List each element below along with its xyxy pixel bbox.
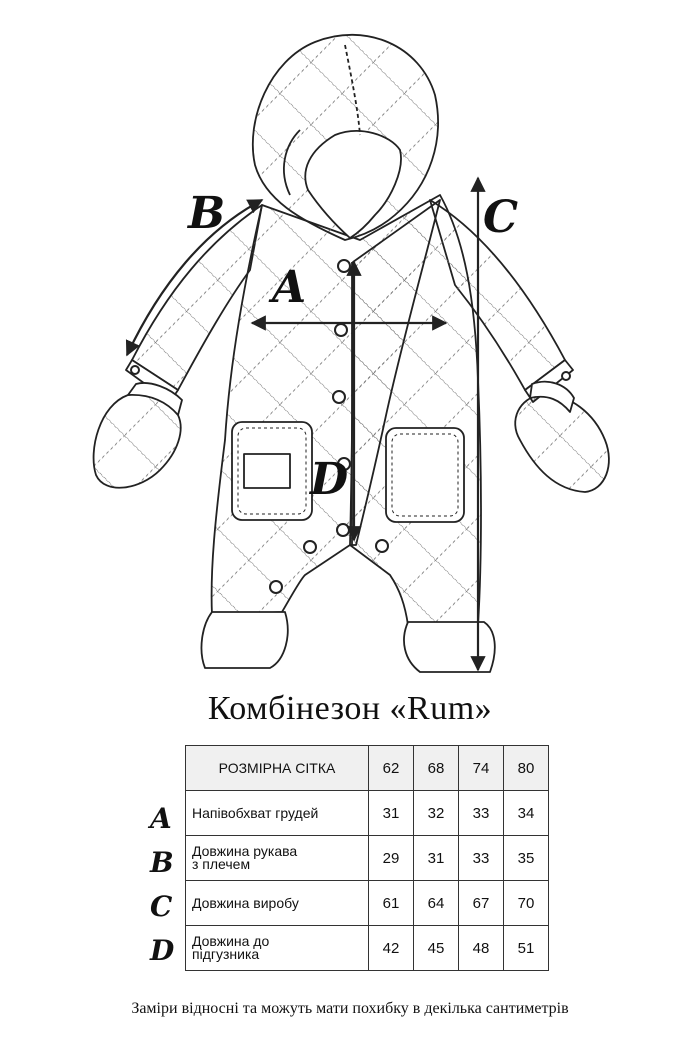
button (562, 372, 570, 380)
table-row (186, 881, 549, 926)
left-bootie (201, 612, 287, 668)
row-label (186, 836, 369, 881)
button (335, 324, 347, 336)
table-cell: 51 (504, 926, 549, 971)
table-cell: 70 (504, 881, 549, 926)
row-label-line: Довжина рукава (192, 843, 298, 859)
button (131, 366, 139, 374)
table-row (186, 926, 549, 971)
row-letter-d: D (150, 934, 175, 967)
table-cell: 31 (414, 836, 459, 881)
pocket-label-patch (244, 454, 290, 488)
row-label-line: підгузника (192, 946, 260, 962)
left-mitten (94, 394, 181, 487)
table-cell: 32 (414, 791, 459, 836)
table-cell: 35 (504, 836, 549, 881)
table-cell: 31 (369, 791, 414, 836)
table-row (186, 791, 549, 836)
row-label-line: Довжина до (192, 933, 270, 949)
product-title: Комбінезон «Rum» (207, 690, 493, 727)
button (337, 524, 349, 536)
table-cell: 42 (369, 926, 414, 971)
size-table (185, 745, 549, 971)
button (270, 581, 282, 593)
right-mitten (515, 395, 609, 492)
table-cell: 34 (504, 791, 549, 836)
size-header-row (186, 746, 549, 791)
table-cell: 45 (414, 926, 459, 971)
table-cell: 67 (459, 881, 504, 926)
row-letter-c: C (150, 890, 173, 923)
button (333, 391, 345, 403)
table-cell: 29 (369, 836, 414, 881)
row-letter-b: B (150, 846, 174, 879)
button (304, 541, 316, 553)
right-bootie (404, 622, 495, 672)
row-label-line: Довжина виробу (192, 894, 299, 911)
table-row (186, 836, 549, 881)
letter-a: A (272, 262, 307, 313)
footnote: Заміри відносні та можуть мати похибку в декілька сантиметрів (131, 1000, 569, 1017)
letter-d: D (310, 454, 349, 505)
table-cell: 48 (459, 926, 504, 971)
size-header-cell: 74 (459, 746, 504, 791)
button (376, 540, 388, 552)
size-header-cell: 68 (414, 746, 459, 791)
size-header-cell: 62 (369, 746, 414, 791)
table-cell: 61 (369, 881, 414, 926)
table-cell: 64 (414, 881, 459, 926)
row-label (186, 791, 369, 836)
size-header-cell: 80 (504, 746, 549, 791)
right-pocket (386, 428, 464, 522)
size-header-label: РОЗМІРНА СІТКА (186, 746, 369, 791)
row-label (186, 881, 369, 926)
table-cell: 33 (459, 836, 504, 881)
table-cell: 33 (459, 791, 504, 836)
letter-c: C (483, 192, 519, 243)
button (338, 260, 350, 272)
row-label-line: Напівобхват грудей (192, 804, 319, 821)
row-letter-a: A (150, 802, 172, 835)
row-label (186, 926, 369, 971)
row-label-line: з плечем (192, 856, 251, 872)
letter-b: B (188, 188, 226, 239)
